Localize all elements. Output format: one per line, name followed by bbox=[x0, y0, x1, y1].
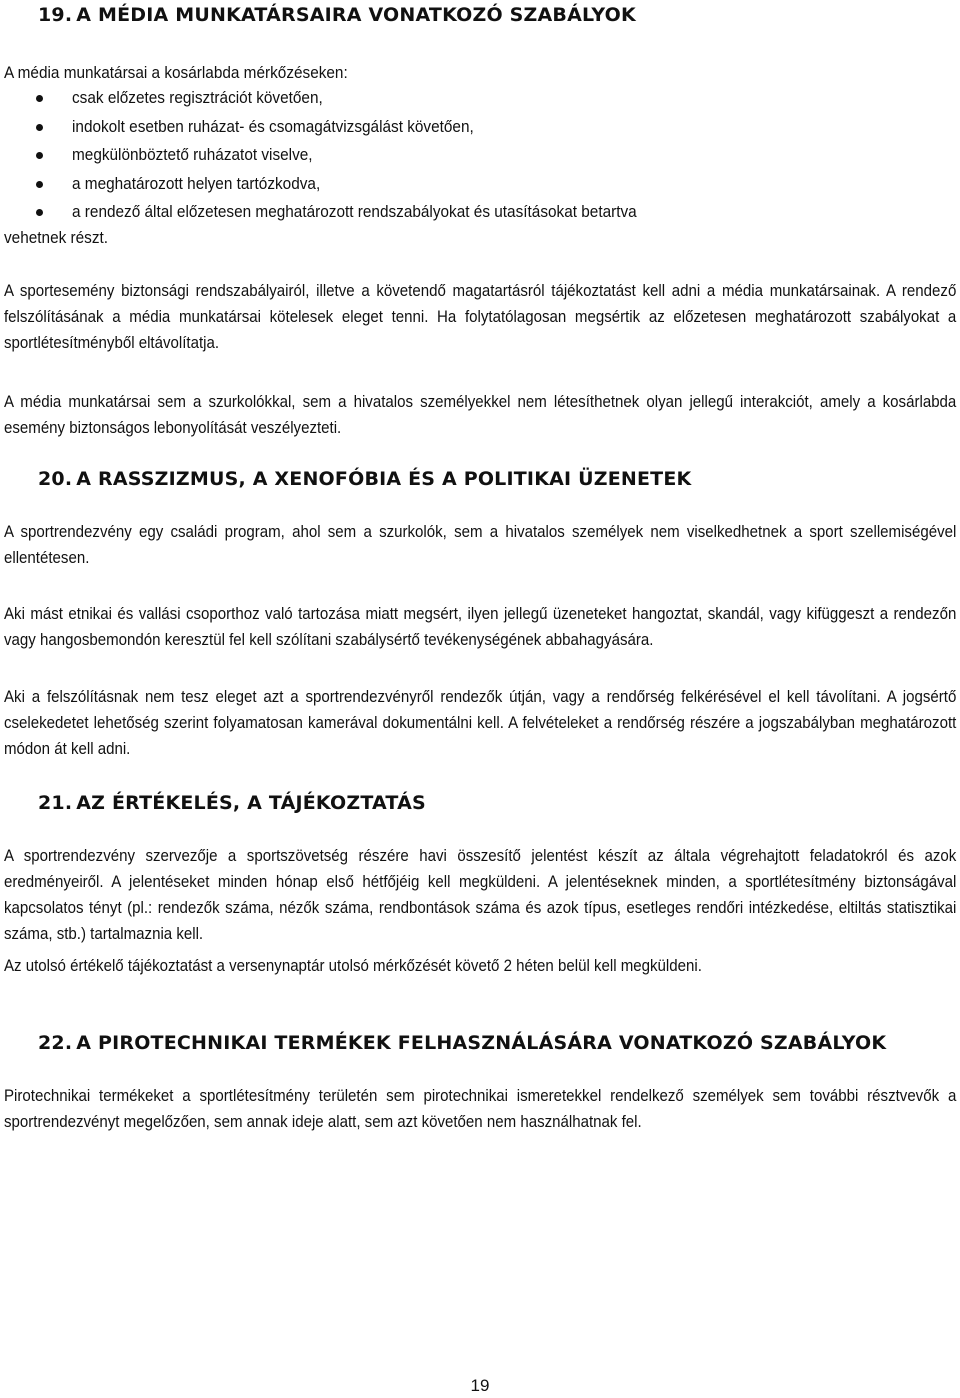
bullet-icon bbox=[36, 152, 43, 159]
section-number: 22. bbox=[38, 1032, 73, 1054]
section-heading-21 bbox=[38, 792, 426, 814]
bullet-icon bbox=[36, 95, 43, 102]
bullet-icon bbox=[36, 124, 43, 131]
bullet-icon bbox=[36, 181, 43, 188]
section-number: 20. bbox=[38, 468, 73, 490]
paragraph: Az utolsó értékelő tájékoztatást a versenynaptár utolsó mérkőzését követő 2 héten belül kell megküldeni. bbox=[4, 957, 702, 975]
section-title: A PIROTECHNIKAI TERMÉKEK FELHASZNÁLÁSÁRA VONATKOZÓ SZABÁLYOK bbox=[76, 1032, 887, 1054]
paragraph: Aki mást etnikai és vallási csoporthoz való tartozása miatt megsért, ilyen jellegű üzeneteket hangoztat, skandál, vagy kifüggeszt a rendezőn vagy hangosbemondón keresztül fel kell szólítani szabálysértő tevékenységének abbahagyására. bbox=[4, 605, 957, 649]
section-title: AZ ÉRTÉKELÉS, A TÁJÉKOZTATÁS bbox=[76, 792, 426, 814]
list-tail-text: vehetnek részt. bbox=[4, 229, 109, 247]
paragraph: Aki a felszólításnak nem tesz eleget azt a sportrendezvényről rendezők útján, vagy a rendőrség felkérésével el kell távolítani. A jogsértő cselekedetet lehetőség szerint folyamatosan kamerával dokumentálni kell. A felvételeket a rendőrség részére a jogszabályban meghatározott módon át kell adni. bbox=[4, 688, 957, 758]
section-number: 21. bbox=[38, 792, 73, 814]
list-item: csak előzetes regisztrációt követően, bbox=[0, 84, 679, 113]
section-title: A MÉDIA MUNKATÁRSAIRA VONATKOZÓ SZABÁLYOK bbox=[76, 4, 636, 26]
list-item: a meghatározott helyen tartózkodva, bbox=[0, 170, 679, 199]
section-title: A RASSZIZMUS, A XENOFÓBIA ÉS A POLITIKAI ÜZENETEK bbox=[76, 468, 692, 490]
list-item: a rendező által előzetesen meghatározott rendszabályokat és utasításokat betartva bbox=[0, 198, 679, 227]
section-heading-22 bbox=[38, 1032, 886, 1054]
paragraph: Pirotechnikai termékeket a sportlétesítmény területén sem pirotechnikai ismeretekkel rendelkező személyek sem további résztvevők a sportrendezvényt megelőzően, sem annak ideje alatt, sem azt követően nem használhatnak fel. bbox=[4, 1087, 957, 1131]
bullet-list bbox=[0, 84, 679, 227]
paragraph: A média munkatársai sem a szurkolókkal, sem a hivatalos személyekkel nem létesíthetnek olyan jellegű interakciót, amely a kosárlabda esemény biztonságos lebonyolítását veszélyezteti. bbox=[4, 393, 957, 437]
paragraph: A sportesemény biztonsági rendszabályairól, illetve a követendő magatartásról tájékoztatást kell adni a média munkatársainak. A rendező felszólításának a média munkatársai kötelesek eleget tenni. Ha folytatólagosan megsértik az előzetesen meghatározott szabályokat a sportlétesítményből eltávolítatja. bbox=[4, 282, 957, 352]
section-number: 19. bbox=[38, 4, 73, 26]
bullet-icon bbox=[36, 209, 43, 216]
page-number: 19 bbox=[470, 1376, 490, 1395]
paragraph: A sportrendezvény szervezője a sportszövetség részére havi összesítő jelentést készít az általa végrehajtott feladatokról és azok eredményeiről. A jelentéseket minden hónap első hétfőjéig kell megküldeni. A jelentéseknek minden, a sportlétesítmény biztonságával kapcsolatos tényt (pl.: rendezők száma, nézők száma, rendbontások száma és azok típus, esetleges rendőri intézkedése, eltiltás statisztikai száma, stb.) tartalmaznia kell. bbox=[4, 847, 957, 943]
intro-text: A média munkatársai a kosárlabda mérkőzéseken: bbox=[4, 64, 348, 82]
list-item: indokolt esetben ruházat- és csomagátvizsgálást követően, bbox=[0, 113, 679, 142]
section-heading-19 bbox=[38, 4, 636, 26]
list-item: megkülönböztető ruházatot viselve, bbox=[0, 141, 679, 170]
section-heading-20 bbox=[38, 468, 691, 490]
paragraph: A sportrendezvény egy családi program, ahol sem a szurkolók, sem a hivatalos személyek nem viselkedhetnek a sport szellemiségével ellentétesen. bbox=[4, 523, 957, 567]
